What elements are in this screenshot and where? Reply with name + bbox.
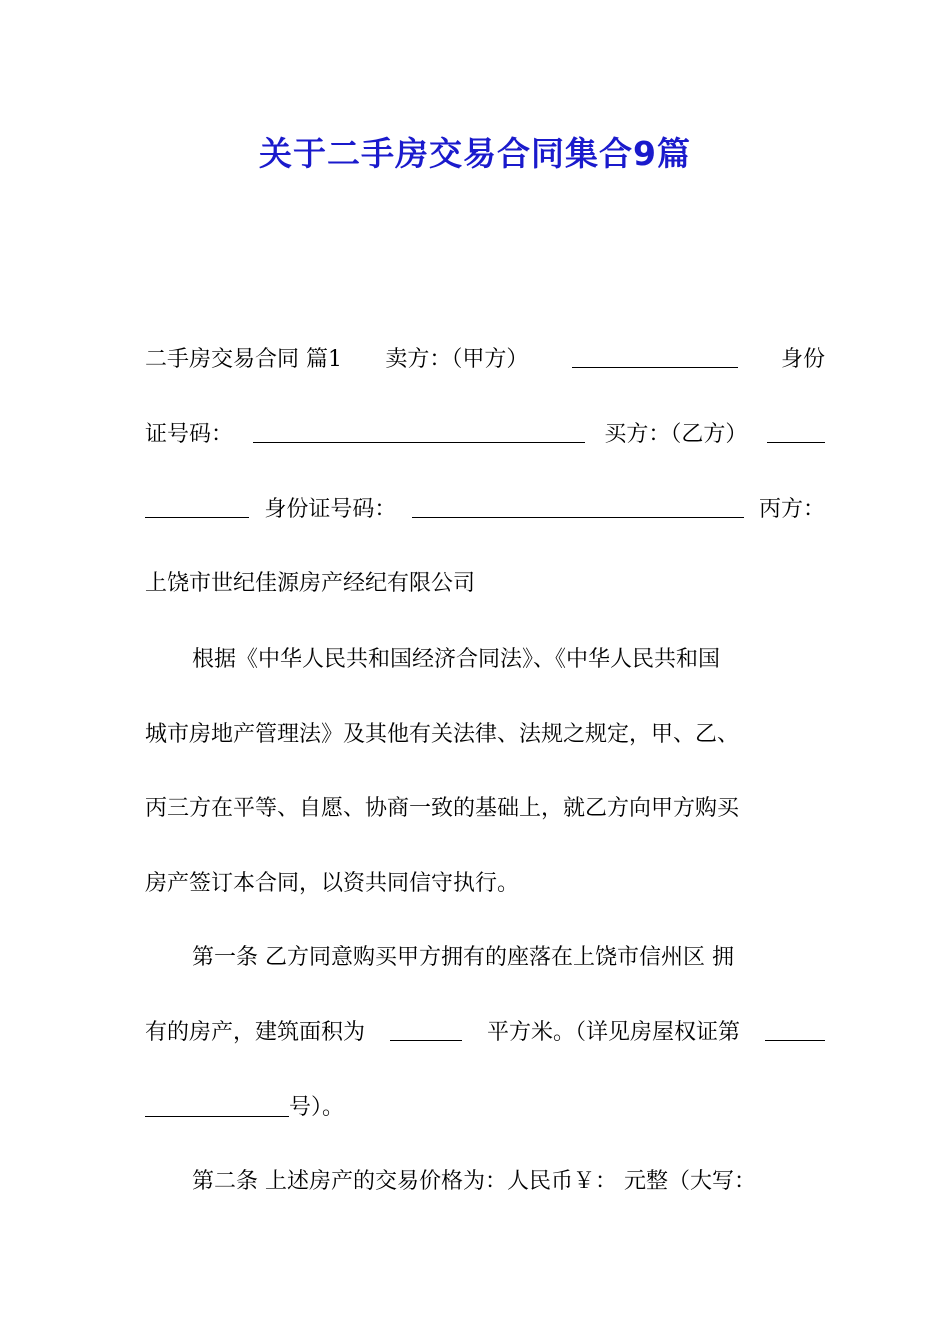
certificate-number-blank-start — [765, 1018, 825, 1041]
third-party-label: 丙方： — [758, 497, 825, 522]
article-1-line-3 — [145, 1093, 825, 1123]
seller-label: 卖方：（甲方） — [385, 347, 529, 372]
certificate-suffix: 号）。 — [289, 1095, 345, 1120]
area-blank — [390, 1018, 462, 1041]
buyer-id-blank — [412, 495, 744, 518]
seller-name-blank — [572, 345, 738, 368]
buyer-name-blank-start — [767, 420, 825, 443]
area-label: 有的房产，建筑面积为 — [145, 1020, 366, 1045]
article-1-line-1: 第一条 乙方同意购买甲方拥有的座落在上饶市信州区 拥 — [192, 945, 734, 970]
contract-heading: 二手房交易合同 篇1 — [145, 347, 342, 372]
buyer-name-blank-end — [145, 495, 249, 518]
certificate-number-blank-end — [145, 1094, 289, 1117]
seller-id-blank — [253, 420, 585, 443]
header-line-3 — [145, 495, 825, 525]
paragraph-line: 丙三方在平等、自愿、协商一致的基础上，就乙方向甲方购买 — [145, 796, 740, 821]
document-title: 关于二手房交易合同集合9篇 — [259, 134, 691, 173]
header-line-2 — [145, 420, 825, 450]
buyer-id-label: 身份证号码： — [264, 497, 397, 522]
article-2-line-1: 第二条 上述房产的交易价格为：人民币￥： 元整（大写： — [192, 1169, 756, 1194]
paragraph-line: 根据《中华人民共和国经济合同法》、《中华人民共和国 — [192, 647, 721, 672]
paragraph-line: 房产签订本合同，以资共同信守执行。 — [145, 871, 520, 896]
buyer-label: 买方：（乙方） — [604, 422, 748, 447]
seller-id-label-rest: 证号码： — [145, 422, 234, 447]
seller-id-label-part: 身份 — [780, 347, 825, 372]
third-party-name: 上饶市世纪佳源房产经纪有限公司 — [145, 571, 476, 596]
paragraph-line: 城市房地产管理法》及其他有关法律、法规之规定，甲、乙、 — [145, 722, 740, 747]
certificate-label: 平方米。（详见房屋权证第 — [486, 1020, 740, 1045]
header-line-1 — [145, 345, 825, 375]
article-1-line-2 — [145, 1018, 825, 1048]
